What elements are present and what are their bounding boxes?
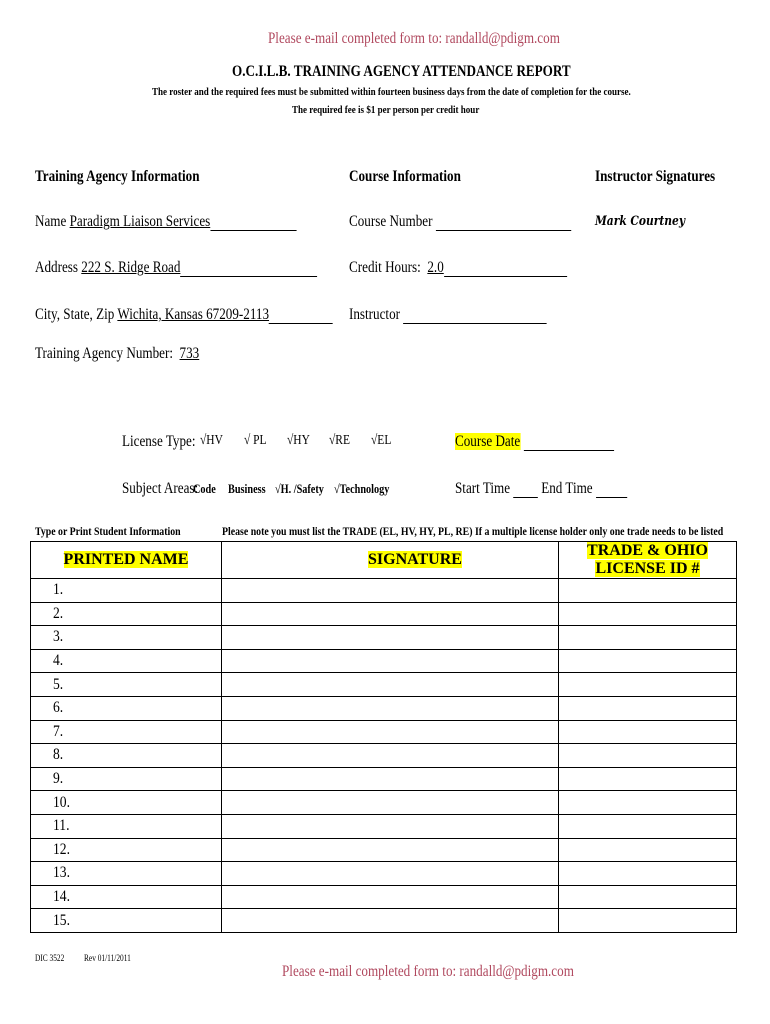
agency-address-value: 222 S. Ridge Road [81,259,181,276]
table-row [31,909,737,933]
row-number: 13. [53,864,70,882]
row-number: 9. [53,770,64,788]
agency-name-field[interactable]: Name Paradigm Liaison Services [35,213,354,231]
agency-city-field[interactable]: City, State, Zip Wichita, Kansas 67209-2113 [35,306,398,324]
trade-license-cell[interactable] [559,909,737,933]
signature-cell[interactable] [222,814,559,838]
trade-license-cell[interactable] [559,579,737,603]
trade-license-cell[interactable] [559,720,737,744]
agency-heading: Training Agency Information [35,168,200,185]
table-row [31,649,737,673]
trade-license-cell[interactable] [559,862,737,886]
agency-number-field[interactable]: Training Agency Number: 733 [35,345,200,362]
row-number: 4. [53,652,64,670]
printed-name-cell[interactable] [31,649,222,673]
agency-name-value: Paradigm Liaison Services [69,213,211,230]
table-row [31,579,737,603]
license-type-hv[interactable]: √HV [200,433,223,448]
subtitle-deadline: The roster and the required fees must be submitted within fourteen business days from the date of completion for the course. [152,86,631,98]
printed-name-cell[interactable] [31,744,222,768]
agency-city-value: Wichita, Kansas 67209-2113 [117,306,270,323]
trade-license-cell[interactable] [559,744,737,768]
header-email-instruction: Please e-mail completed form to: randalld@pdigm.com [268,30,560,47]
start-end-time-field[interactable]: Start Time End Time [455,480,665,498]
row-number: 1. [53,581,64,599]
printed-name-cell[interactable] [31,696,222,720]
signature-cell[interactable] [222,720,559,744]
trade-license-cell[interactable] [559,696,737,720]
signature-cell[interactable] [222,696,559,720]
trade-license-cell[interactable] [559,673,737,697]
instructor-signature: Mark Courtney [595,214,686,229]
agency-address-field[interactable]: Address 222 S. Ridge Road [35,259,379,277]
row-number: 10. [53,793,70,811]
signature-cell[interactable] [222,649,559,673]
signature-cell[interactable] [222,909,559,933]
license-type-label: License Type: [122,433,196,450]
license-type-el[interactable]: √EL [371,433,392,448]
course-number-field[interactable]: Course Number [349,213,620,231]
table-row [31,744,737,768]
course-date-field[interactable] [455,433,649,451]
table-row [31,791,737,815]
signature-cell[interactable] [222,862,559,886]
license-type-re[interactable]: √RE [329,433,350,448]
row-number: 14. [53,888,70,906]
printed-name-cell[interactable] [31,838,222,862]
signature-cell[interactable] [222,602,559,626]
printed-name-cell[interactable] [31,626,222,650]
course-date-label: Course Date [455,433,521,450]
trade-license-cell[interactable] [559,838,737,862]
trade-license-cell[interactable] [559,626,737,650]
subtitle-fee: The required fee is $1 per person per credit hour [292,104,480,116]
trade-license-cell[interactable] [559,814,737,838]
printed-name-cell[interactable] [31,673,222,697]
row-number: 7. [53,722,64,740]
instructor-heading: Instructor Signatures [595,168,716,185]
signature-cell[interactable] [222,579,559,603]
table-header-row [31,542,737,579]
row-number: 11. [53,817,70,835]
form-id: DIC 3522 [35,953,65,963]
signature-cell[interactable] [222,838,559,862]
table-row [31,696,737,720]
printed-name-cell[interactable] [31,791,222,815]
header-trade-license: TRADE & OHIO LICENSE ID # [559,542,737,579]
table-row [31,767,737,791]
printed-name-cell[interactable] [31,602,222,626]
row-number: 12. [53,840,70,858]
printed-name-cell[interactable] [31,909,222,933]
subject-areas-label: Subject Areas: [122,480,199,497]
header-printed-name: PRINTED NAME [31,542,222,579]
trade-license-cell[interactable] [559,767,737,791]
printed-name-cell[interactable] [31,720,222,744]
signature-cell[interactable] [222,791,559,815]
trade-license-cell[interactable] [559,602,737,626]
subject-business[interactable]: Business [228,482,266,496]
footer-email-instruction: Please e-mail completed form to: randalld@pdigm.com [282,963,574,980]
agency-number-value: 733 [179,345,200,362]
row-number: 5. [53,675,64,693]
table-row [31,720,737,744]
subject-safety[interactable]: √H. /Safety [275,482,324,496]
trade-license-cell[interactable] [559,885,737,909]
instructions-right: Please note you must list the TRADE (EL, HV, HY, PL, RE) If a multiple license holder only one trade needs to be listed [222,524,724,538]
license-type-hy[interactable]: √HY [287,433,310,448]
printed-name-cell[interactable] [31,814,222,838]
form-revision: Rev 01/11/2011 [84,953,131,963]
row-number: 6. [53,699,64,717]
row-number: 2. [53,604,64,622]
table-row [31,862,737,886]
license-type-pl[interactable]: √ PL [244,433,267,448]
printed-name-cell[interactable] [31,885,222,909]
table-row [31,673,737,697]
printed-name-cell[interactable] [31,767,222,791]
table-row [31,838,737,862]
form-title: O.C.I.L.B. TRAINING AGENCY ATTENDANCE REPORT [232,63,571,80]
row-number: 15. [53,911,70,929]
header-signature: SIGNATURE [222,542,559,579]
signature-cell[interactable] [222,885,559,909]
signature-cell[interactable] [222,673,559,697]
course-heading: Course Information [349,168,461,185]
row-number: 8. [53,746,64,764]
subject-technology[interactable]: √Technology [334,482,390,496]
trade-license-cell[interactable] [559,649,737,673]
instructor-field[interactable]: Instructor [349,306,590,324]
credit-hours-value: 2.0 [427,259,444,276]
table-row [31,602,737,626]
printed-name-cell[interactable] [31,579,222,603]
row-number: 3. [53,628,64,646]
credit-hours-field[interactable]: Credit Hours: 2.0 [349,259,615,277]
table-row [31,626,737,650]
subject-code[interactable]: Code [193,482,216,496]
signature-cell[interactable] [222,744,559,768]
table-row [31,885,737,909]
trade-license-cell[interactable] [559,791,737,815]
instructions-left: Type or Print Student Information [35,524,181,538]
student-roster-table [30,541,737,933]
signature-cell[interactable] [222,626,559,650]
table-row [31,814,737,838]
printed-name-cell[interactable] [31,862,222,886]
signature-cell[interactable] [222,767,559,791]
